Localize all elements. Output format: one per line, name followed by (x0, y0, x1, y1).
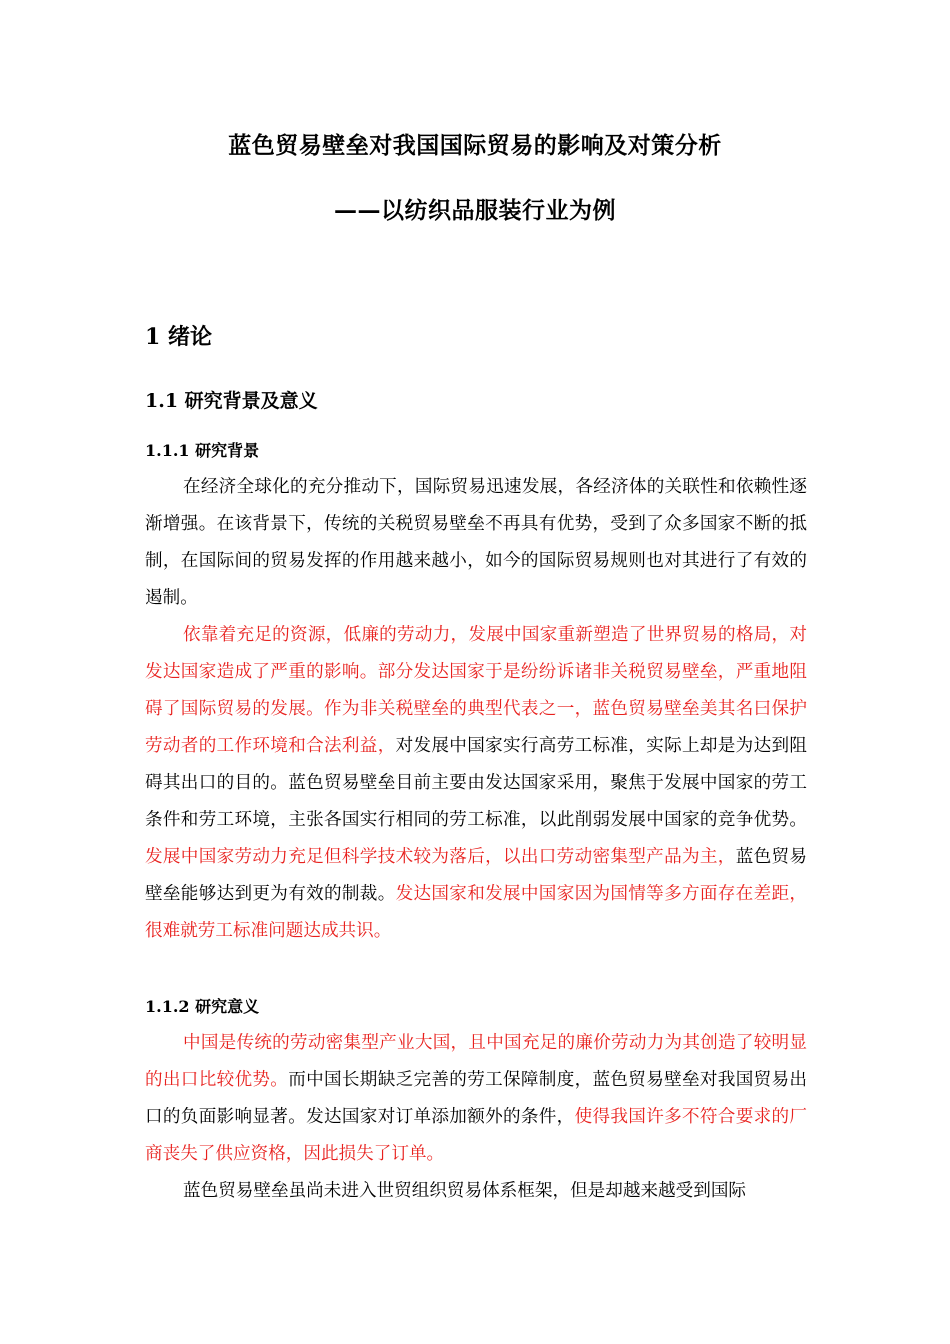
paragraph-text: 蓝色贸易壁垒虽尚未进入世贸组织贸易体系框架，但是却越来越受到国际 (183, 1181, 747, 1201)
section-heading: 1.1 研究背景及意义 (145, 390, 318, 412)
highlighted-text: 发达国家和发展中国家因为国情等多方面存在差距，很难就劳工标准问题达成共识。 (145, 884, 807, 941)
subsection-heading-background: 1.1.1 研究背景 (145, 441, 260, 460)
paragraph-significance-1 (145, 1025, 807, 1173)
document-title: 蓝色贸易壁垒对我国国际贸易的影响及对策分析 (228, 132, 722, 159)
highlighted-text: 中国是传统的劳动密集型产业大国，且中国充足的廉价劳动力为其创造了较明显的出口比较优势。 (145, 1033, 807, 1090)
subsection-heading-significance: 1.1.2 研究意义 (145, 997, 260, 1016)
highlighted-text: 依靠着充足的资源，低廉的劳动力，发展中国家重新塑造了世界贸易的格局，对发达国家造成了严重的影响。部分发达国家于是纷纷诉诸非关税贸易壁垒，严重地阻碍了国际贸易的发展。作为非关税壁垒的典型代表之一，蓝色贸易壁垒美其名曰保护劳动者的工作环境和合法利益， (145, 625, 807, 756)
highlighted-text: 使得我国许多不符合要求的厂商丧失了供应资格，因此损失了订单。 (145, 1107, 807, 1164)
highlighted-text: 发展中国家劳动力充足但科学技术较为落后，以出口劳动密集型产品为主， (145, 847, 736, 867)
paragraph-text: 而中国长期缺乏完善的劳工保障制度，蓝色贸易壁垒对我国贸易出口的负面影响显著。发达国家对订单添加额外的条件， (145, 1070, 807, 1127)
paragraph-background-2 (145, 617, 807, 950)
paragraph-significance-2 (145, 1173, 807, 1210)
paragraph-background-1 (145, 469, 807, 617)
paragraph-text: 在经济全球化的充分推动下，国际贸易迅速发展，各经济体的关联性和依赖性逐渐增强。在该背景下，传统的关税贸易壁垒不再具有优势，受到了众多国家不断的抵制，在国际间的贸易发挥的作用越来越小，如今的国际贸易规则也对其进行了有效的遏制。 (145, 477, 807, 608)
paragraph-text: 蓝色贸易壁垒能够达到更为有效的制裁。 (145, 847, 807, 904)
paragraph-text: 对发展中国家实行高劳工标准，实际上却是为达到阻碍其出口的目的。蓝色贸易壁垒目前主要由发达国家采用，聚焦于发展中国家的劳工条件和劳工环境，主张各国实行相同的劳工标准，以此削弱发展中国家的竞争优势。 (145, 736, 807, 830)
chapter-heading: 1 绪论 (145, 324, 212, 350)
document-subtitle: ——以纺织品服装行业为例 (334, 197, 616, 224)
